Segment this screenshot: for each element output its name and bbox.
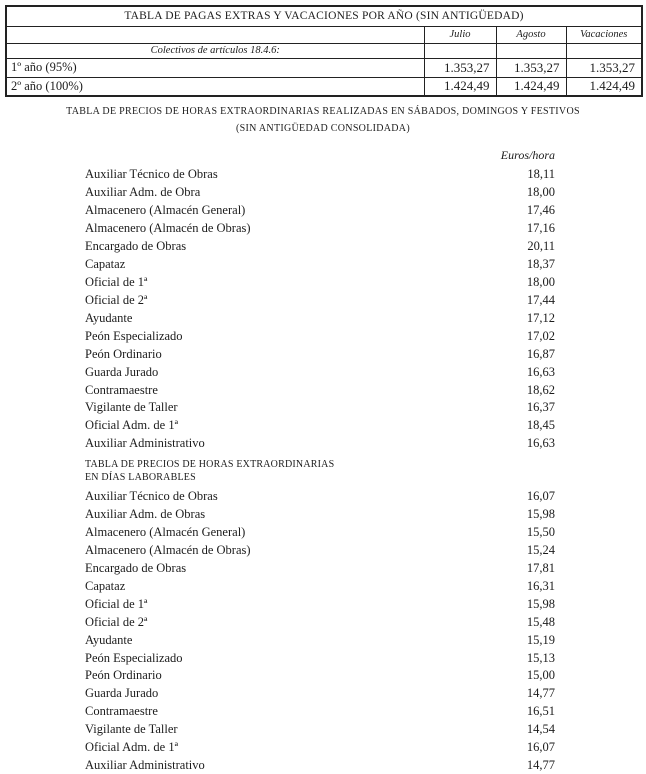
column-header-julio: Julio — [424, 26, 496, 43]
rate-value: 16,51 — [526, 704, 555, 719]
rate-value: 15,98 — [526, 596, 555, 611]
rate-row — [85, 345, 555, 363]
category-label: Auxiliar Administrativo — [85, 436, 205, 451]
rate-value: 15,50 — [526, 525, 555, 540]
category-label: Oficial de 1ª — [85, 596, 148, 611]
rate-value: 17,02 — [526, 328, 555, 343]
table-title: TABLA DE PAGAS EXTRAS Y VACACIONES POR AÑO (SIN ANTIGÜEDAD) — [6, 6, 642, 26]
category-label: Oficial de 2ª — [85, 292, 148, 307]
rate-row — [85, 363, 555, 381]
category-label: Oficial Adm. de 1ª — [85, 740, 179, 755]
category-label: Contramaestre — [85, 382, 158, 397]
empty-cell — [424, 43, 496, 58]
category-label: Contramaestre — [85, 704, 158, 719]
table-title-row — [6, 6, 642, 26]
category-label: Guarda Jurado — [85, 364, 159, 379]
rate-row — [85, 649, 555, 667]
category-label: Vigilante de Taller — [85, 722, 178, 737]
euros-hora-header: Euros/hora — [500, 148, 555, 162]
category-label: Capataz — [85, 578, 126, 593]
rate-row — [85, 184, 555, 202]
category-label: Oficial Adm. de 1ª — [85, 418, 179, 433]
table-row — [6, 58, 642, 77]
cell-value: 1.424,49 — [496, 77, 566, 96]
rate-value: 17,46 — [526, 203, 555, 218]
rate-row — [85, 202, 555, 220]
rate-value: 14,77 — [526, 686, 555, 701]
empty-cell — [496, 43, 566, 58]
rate-row — [85, 417, 555, 435]
rate-value: 16,07 — [526, 489, 555, 504]
rate-value: 15,98 — [526, 507, 555, 522]
category-label: Oficial de 1ª — [85, 274, 148, 289]
rate-row — [85, 238, 555, 256]
row-label: 1º año (95%) — [6, 58, 424, 77]
category-label: Auxiliar Técnico de Obras — [85, 489, 218, 504]
cell-value: 1.353,27 — [496, 58, 566, 77]
rate-row — [85, 667, 555, 685]
festivos-title-line1: TABLA DE PRECIOS DE HORAS EXTRAORDINARIAS REALIZADAS EN SÁBADOS, DOMINGOS Y FESTIVOS — [66, 106, 580, 117]
group-label: Colectivos de artículos 18.4.6: — [6, 43, 424, 58]
rate-row — [85, 559, 555, 577]
rate-value: 15,00 — [526, 668, 555, 683]
category-label: Guarda Jurado — [85, 686, 159, 701]
rate-value: 20,11 — [527, 239, 555, 254]
rate-value: 18,62 — [526, 382, 555, 397]
rate-row — [85, 577, 555, 595]
category-label: Ayudante — [85, 632, 133, 647]
cell-value: 1.353,27 — [566, 58, 642, 77]
rate-row — [85, 524, 555, 542]
rate-row — [85, 220, 555, 238]
rate-row — [85, 685, 555, 703]
category-label: Auxiliar Técnico de Obras — [85, 167, 218, 182]
rate-row — [85, 542, 555, 560]
rate-value: 16,87 — [526, 346, 555, 361]
rate-row — [85, 721, 555, 739]
rate-value: 14,77 — [526, 758, 555, 773]
rate-row — [85, 631, 555, 649]
header-empty-cell — [6, 26, 424, 43]
cell-value: 1.424,49 — [424, 77, 496, 96]
rate-row — [85, 309, 555, 327]
rate-row — [85, 595, 555, 613]
rate-value: 16,07 — [526, 740, 555, 755]
rate-value: 16,37 — [526, 400, 555, 415]
rate-row — [85, 274, 555, 292]
rate-row — [85, 381, 555, 399]
category-label: Vigilante de Taller — [85, 400, 178, 415]
rate-row — [85, 435, 555, 453]
rate-value: 18,37 — [526, 257, 555, 272]
rate-value: 18,00 — [526, 185, 555, 200]
category-label: Capataz — [85, 257, 126, 272]
rate-value: 14,54 — [526, 722, 555, 737]
category-label: Almacenero (Almacén General) — [85, 203, 246, 218]
rate-row — [85, 399, 555, 417]
rate-value: 16,31 — [526, 578, 555, 593]
category-label: Encargado de Obras — [85, 560, 187, 575]
category-label: Almacenero (Almacén General) — [85, 525, 246, 540]
rate-row — [85, 739, 555, 757]
rate-row — [85, 757, 555, 774]
rate-row — [85, 613, 555, 631]
rate-value: 18,00 — [526, 274, 555, 289]
rate-value: 17,81 — [526, 560, 555, 575]
laborables-rate-list — [85, 488, 555, 774]
pagas-extras-table — [5, 5, 643, 97]
category-label: Peón Especializado — [85, 650, 183, 665]
laborables-title-line2: EN DÍAS LABORABLES — [85, 472, 196, 484]
category-label: Peón Ordinario — [85, 346, 162, 361]
category-label: Auxiliar Adm. de Obras — [85, 507, 206, 522]
rate-value: 16,63 — [526, 364, 555, 379]
table-row — [6, 77, 642, 96]
category-label: Encargado de Obras — [85, 239, 187, 254]
category-label: Ayudante — [85, 310, 133, 325]
category-label: Almacenero (Almacén de Obras) — [85, 221, 251, 236]
category-label: Almacenero (Almacén de Obras) — [85, 542, 251, 557]
rate-row — [85, 256, 555, 274]
rate-row — [85, 166, 555, 184]
rate-value: 17,16 — [526, 221, 555, 236]
column-header-vacaciones: Vacaciones — [566, 26, 642, 43]
row-label: 2º año (100%) — [6, 77, 424, 96]
category-label: Auxiliar Adm. de Obra — [85, 185, 201, 200]
category-label: Auxiliar Administrativo — [85, 758, 205, 773]
rate-value: 18,45 — [526, 418, 555, 433]
table-header-row — [6, 26, 642, 43]
rate-row — [85, 488, 555, 506]
rate-value: 15,13 — [526, 650, 555, 665]
table-group-row — [6, 43, 642, 58]
rate-value: 15,19 — [526, 632, 555, 647]
category-label: Oficial de 2ª — [85, 614, 148, 629]
rate-row — [85, 506, 555, 524]
category-label: Peón Ordinario — [85, 668, 162, 683]
column-header-agosto: Agosto — [496, 26, 566, 43]
rate-value: 17,12 — [526, 310, 555, 325]
festivos-rate-list — [85, 166, 555, 453]
category-label: Peón Especializado — [85, 328, 183, 343]
rate-value: 16,63 — [526, 436, 555, 451]
rate-value: 17,44 — [526, 292, 555, 307]
festivos-section-title — [0, 104, 646, 137]
laborables-section-title — [85, 458, 646, 485]
rate-value: 15,24 — [526, 542, 555, 557]
cell-value: 1.424,49 — [566, 77, 642, 96]
rate-value: 18,11 — [527, 167, 555, 182]
rate-row — [85, 327, 555, 345]
rate-row — [85, 703, 555, 721]
empty-cell — [566, 43, 642, 58]
cell-value: 1.353,27 — [424, 58, 496, 77]
rate-row — [85, 291, 555, 309]
festivos-title-line2: (SIN ANTIGÜEDAD CONSOLIDADA) — [236, 122, 410, 134]
laborables-title-line1: TABLA DE PRECIOS DE HORAS EXTRAORDINARIAS — [85, 458, 335, 470]
rate-value: 15,48 — [526, 614, 555, 629]
